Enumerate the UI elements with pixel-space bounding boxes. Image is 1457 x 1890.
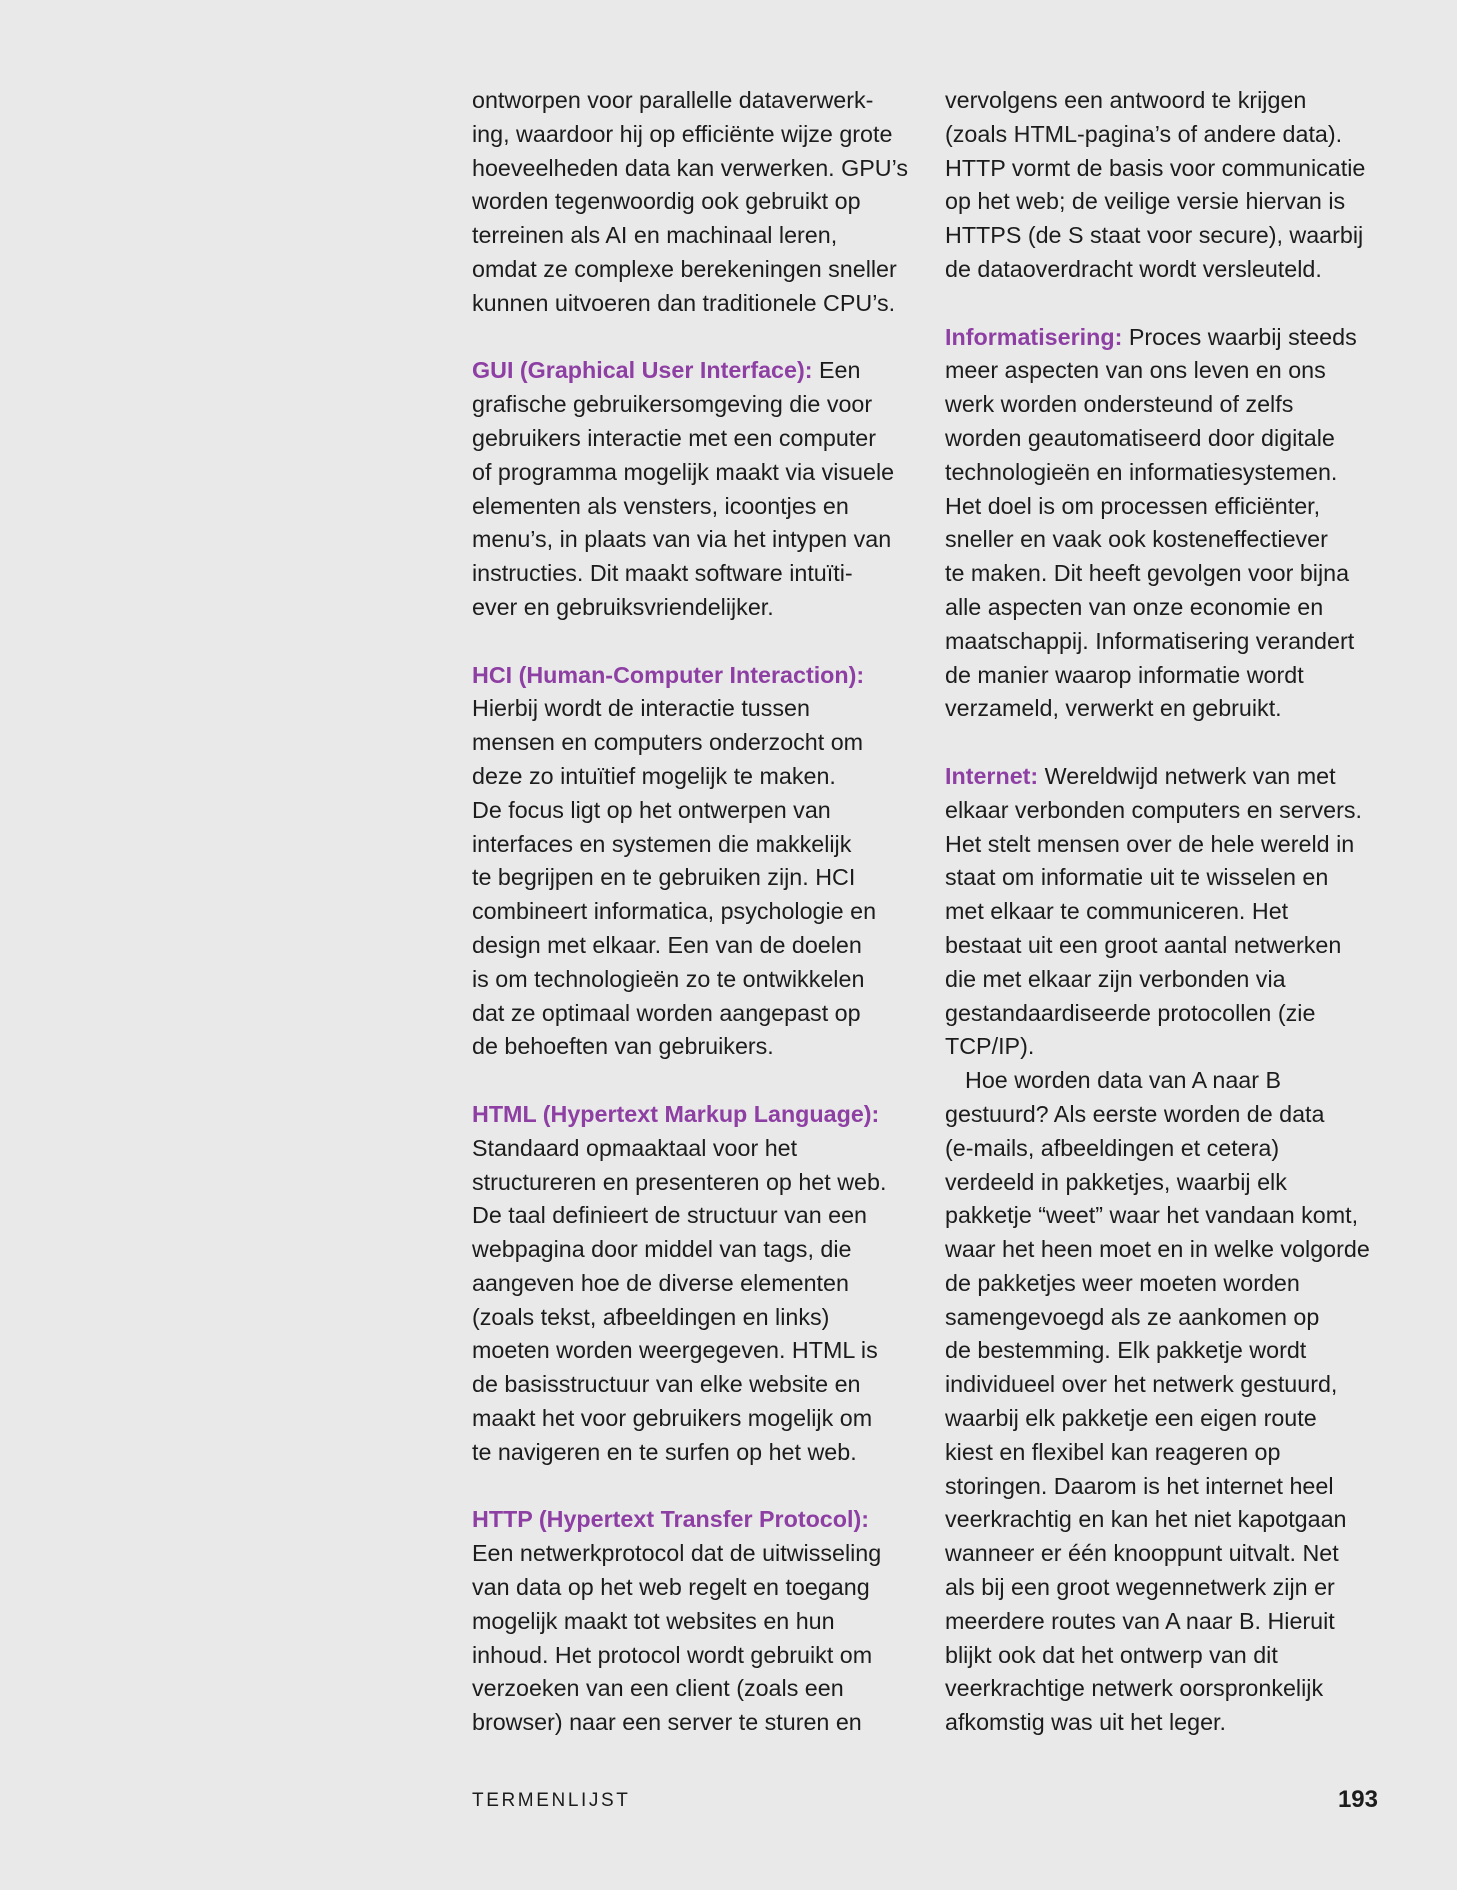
text-line: Het stelt mensen over de hele wereld in [945, 830, 1355, 857]
text-line: technologieën en informatiesystemen. [945, 458, 1338, 485]
text-line: (e-mails, afbeeldingen et cetera) [945, 1134, 1280, 1161]
text-line: browser) naar een server te sturen en [472, 1709, 862, 1736]
text-line: werk worden ondersteund of zelfs [945, 391, 1294, 418]
term-heading: HTTP (Hypertext Transfer Protocol): [472, 1506, 869, 1533]
text-line: de behoeften van gebruikers. [472, 1033, 774, 1060]
text-line: veerkrachtige netwerk oorspronkelijk [945, 1675, 1324, 1702]
text-line: meer aspecten van ons leven en ons [945, 357, 1326, 384]
text-line: ever en gebruiksvriendelijker. [472, 593, 774, 620]
text-fragment: Een [812, 357, 861, 384]
text-line: Hierbij wordt de interactie tussen [472, 695, 810, 722]
entry-http-continued [945, 84, 1389, 287]
text-line: als bij een groot wegennetwerk zijn er [945, 1574, 1335, 1601]
text-line: kunnen uitvoeren dan traditionele CPU’s. [472, 289, 896, 316]
text-line: ing, waardoor hij op efficiënte wijze grote [472, 120, 893, 147]
text-line: is om technologieën zo te ontwikkelen [472, 965, 865, 992]
text-line: te begrijpen en te gebruiken zijn. HCI [472, 864, 856, 891]
text-line: terreinen als AI en machinaal leren, [472, 222, 838, 249]
text-line: maakt het voor gebruikers mogelijk om [472, 1405, 873, 1432]
text-line: verdeeld in pakketjes, waarbij elk [945, 1168, 1287, 1195]
page-number: 193 [1337, 1786, 1378, 1813]
text-line: verzameld, verwerkt en gebruikt. [945, 695, 1282, 722]
text-line: gestuurd? Als eerste worden de data [945, 1100, 1325, 1127]
left-column [472, 84, 916, 1774]
text-line: veerkrachtig en kan het niet kapotgaan [945, 1506, 1347, 1533]
text-line: de pakketjes weer moeten worden [945, 1269, 1300, 1296]
text-fragment: Proces waarbij steeds [1122, 323, 1357, 350]
text-line: omdat ze complexe berekeningen sneller [472, 255, 897, 282]
entry-internet [945, 760, 1389, 1740]
text-line: dat ze optimaal worden aangepast op [472, 999, 861, 1026]
text-line: of programma mogelijk maakt via visuele [472, 458, 895, 485]
text-line: storingen. Daarom is het internet heel [945, 1472, 1334, 1499]
text-line: moeten worden weergegeven. HTML is [472, 1337, 878, 1364]
right-column [945, 84, 1389, 1774]
text-line: vervolgens een antwoord te krijgen [945, 87, 1307, 113]
text-line: alle aspecten van onze economie en [945, 593, 1324, 620]
entry-informatisering [945, 321, 1389, 727]
entry-gpu-continued [472, 84, 916, 321]
text-line: menu’s, in plaats van via het intypen van [472, 526, 892, 553]
text-line: staat om informatie uit te wisselen en [945, 864, 1329, 891]
text-line: individueel over het netwerk gestuurd, [945, 1371, 1338, 1398]
text-line: de basisstructuur van elke website en [472, 1371, 861, 1398]
text-line: van data op het web regelt en toegang [472, 1574, 870, 1601]
text-line: gebruikers interactie met een computer [472, 424, 877, 451]
text-line: interfaces en systemen die makkelijk [472, 830, 852, 857]
text-line: Een netwerkprotocol dat de uitwisseling [472, 1540, 882, 1567]
text-line: Het doel is om processen efficiënter, [945, 492, 1321, 519]
text-line: De taal definieert de structuur van een [472, 1202, 867, 1229]
text-line: aangeven hoe de diverse elementen [472, 1269, 849, 1296]
text-line: worden geautomatiseerd door digitale [945, 424, 1335, 451]
entry-http [472, 1503, 916, 1740]
text-line: ontworpen voor parallelle dataverwerk- [472, 87, 874, 113]
entry-first-line [945, 760, 1389, 794]
term-heading: GUI (Graphical User Interface): [472, 357, 813, 384]
text-line: kiest en flexibel kan reageren op [945, 1438, 1281, 1465]
paragraph-indent-line: Hoe worden data van A naar B [965, 1067, 1282, 1094]
text-line: verzoeken van een client (zoals een [472, 1675, 844, 1702]
text-line: HTTPS (de S staat voor secure), waarbij [945, 222, 1364, 249]
text-line: de manier waarop informatie wordt [945, 661, 1304, 688]
text-line: pakketje “weet” waar het vandaan komt, [945, 1202, 1359, 1229]
text-line: sneller en vaak ook kosteneffectiever [945, 526, 1328, 553]
text-line: instructies. Dit maakt software intuïti- [472, 560, 853, 587]
text-line: de bestemming. Elk pakketje wordt [945, 1337, 1307, 1364]
text-line: die met elkaar zijn verbonden via [945, 965, 1286, 992]
term-heading: Informatisering: [945, 323, 1123, 350]
text-line: (zoals tekst, afbeeldingen en links) [472, 1303, 830, 1330]
text-line: waarbij elk pakketje een eigen route [945, 1405, 1317, 1432]
text-line: wanneer er één knooppunt uitvalt. Net [945, 1540, 1339, 1567]
text-line: hoeveelheden data kan verwerken. GPU’s [472, 154, 909, 181]
text-line: op het web; de veilige versie hiervan is [945, 188, 1346, 215]
text-fragment: Wereldwijd netwerk van met [1038, 762, 1336, 789]
entry-gui [472, 354, 916, 624]
text-line: meerdere routes van A naar B. Hieruit [945, 1607, 1335, 1634]
text-line: deze zo intuïtief mogelijk te maken. [472, 762, 836, 789]
entry-hci [472, 659, 916, 1065]
text-line: worden tegenwoordig ook gebruikt op [472, 188, 861, 215]
entry-html [472, 1098, 916, 1470]
entry-first-line [945, 321, 1389, 355]
text-line: te navigeren en te surfen op het web. [472, 1438, 857, 1465]
text-line: blijkt ook dat het ontwerp van dit [945, 1641, 1278, 1668]
text-line: elementen als vensters, icoontjes en [472, 492, 849, 519]
footer-section-label: TERMENLIJST [472, 1790, 631, 1811]
text-line: design met elkaar. Een van de doelen [472, 931, 862, 958]
text-line: De focus ligt op het ontwerpen van [472, 796, 831, 823]
term-heading: HCI (Human-Computer Interaction): [472, 661, 865, 688]
text-line: waar het heen moet en in welke volgorde [945, 1236, 1370, 1263]
text-line: structureren en presenteren op het web. [472, 1168, 887, 1195]
text-line: de dataoverdracht wordt versleuteld. [945, 255, 1322, 282]
text-line: elkaar verbonden computers en servers. [945, 796, 1362, 823]
text-line: HTTP vormt de basis voor communicatie [945, 154, 1366, 181]
text-line: webpagina door middel van tags, die [472, 1236, 852, 1263]
term-heading: Internet: [945, 762, 1039, 789]
text-line: grafische gebruikersomgeving die voor [472, 391, 873, 418]
text-line: mogelijk maakt tot websites en hun [472, 1607, 835, 1634]
text-line: met elkaar te communiceren. Het [945, 898, 1289, 925]
text-line: gestandaardiseerde protocollen (zie [945, 999, 1316, 1026]
text-line: bestaat uit een groot aantal netwerken [945, 931, 1342, 958]
text-line: mensen en computers onderzocht om [472, 729, 864, 756]
text-line: afkomstig was uit het leger. [945, 1709, 1226, 1736]
text-line: inhoud. Het protocol wordt gebruikt om [472, 1641, 873, 1668]
text-line: samengevoegd als ze aankomen op [945, 1303, 1320, 1330]
text-line: TCP/IP). [945, 1033, 1035, 1060]
term-heading: HTML (Hypertext Markup Language): [472, 1100, 880, 1127]
text-line: te maken. Dit heeft gevolgen voor bijna [945, 560, 1350, 587]
text-line: (zoals HTML-pagina’s of andere data). [945, 120, 1343, 147]
text-line: maatschappij. Informatisering verandert [945, 627, 1355, 654]
entry-first-line [472, 354, 916, 388]
text-line: combineert informatica, psychologie en [472, 898, 877, 925]
text-line: Standaard opmaaktaal voor het [472, 1134, 798, 1161]
